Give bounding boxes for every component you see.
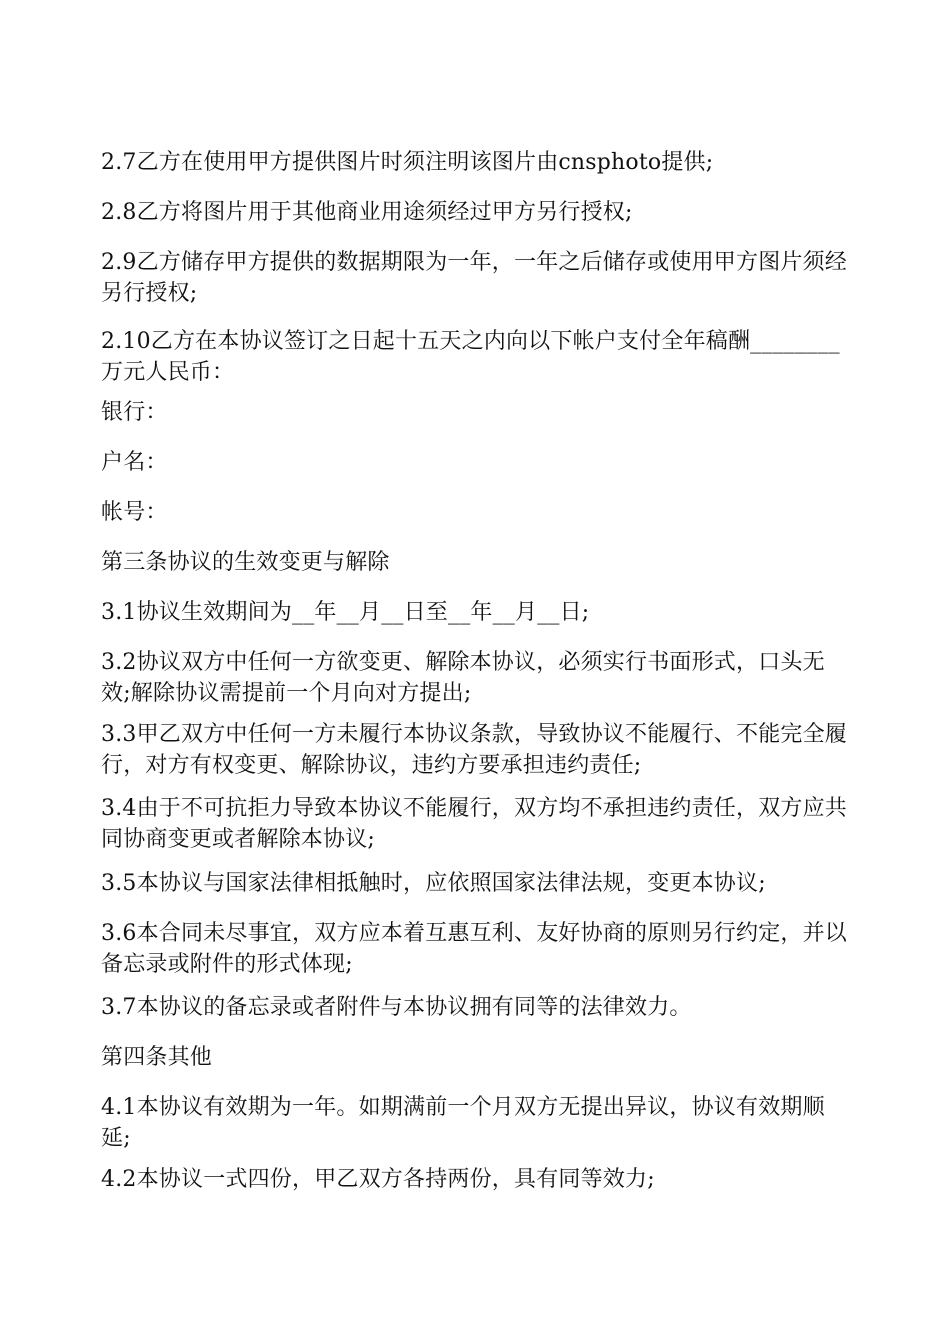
clause-4-1: 4.1本协议有效期为一年。如期满前一个月双方无提出异议，协议有效期顺延; [101,1095,825,1151]
article-3-heading: 第三条协议的生效变更与解除 [101,550,390,575]
clause-3-4: 3.4由于不可抗拒力导致本协议不能履行，双方均不承担违约责任，双方应共同协商变更或者解除本协议; [101,796,847,852]
clause-3-3: 3.3甲乙双方中任何一方未履行本协议条款，导致协议不能履行、不能完全履行，对方有权变更、解除协议，违约方要承担违约责任; [101,722,847,778]
clause-3-1: 3.1协议生效期间为__年__月__日至__年__月__日; [101,600,590,625]
clause-2-7: 2.7乙方在使用甲方提供图片时须注明该图片由cnsphoto提供; [101,150,714,175]
clause-4-2: 4.2本协议一式四份，甲乙双方各持两份，具有同等效力; [101,1167,655,1192]
article-4-heading: 第四条其他 [101,1045,213,1070]
account-name-label: 户名： [101,450,168,475]
clause-3-5: 3.5本协议与国家法律相抵触时，应依照国家法律法规，变更本协议; [101,871,766,896]
bank-label: 银行： [101,400,168,425]
clause-3-2: 3.2协议双方中任何一方欲变更、解除本协议，必须实行书面形式，口头无效;解除协议需提前一个月向对方提出; [101,650,825,706]
account-number-label: 帐号： [101,500,168,525]
clause-2-10: 2.10乙方在本协议签订之日起十五天之内向以下帐户支付全年稿酬________万元人民币： [101,329,840,385]
clause-3-7: 3.7本协议的备忘录或者附件与本协议拥有同等的法律效力。 [101,995,692,1020]
clause-2-8: 2.8乙方将图片用于其他商业用途须经过甲方另行授权; [101,200,633,225]
clause-2-9: 2.9乙方储存甲方提供的数据期限为一年，一年之后储存或使用甲方图片须经另行授权; [101,250,847,306]
clause-3-6: 3.6本合同未尽事宜，双方应本着互惠互利、友好协商的原则另行约定，并以备忘录或附件的形式体现; [101,921,847,977]
